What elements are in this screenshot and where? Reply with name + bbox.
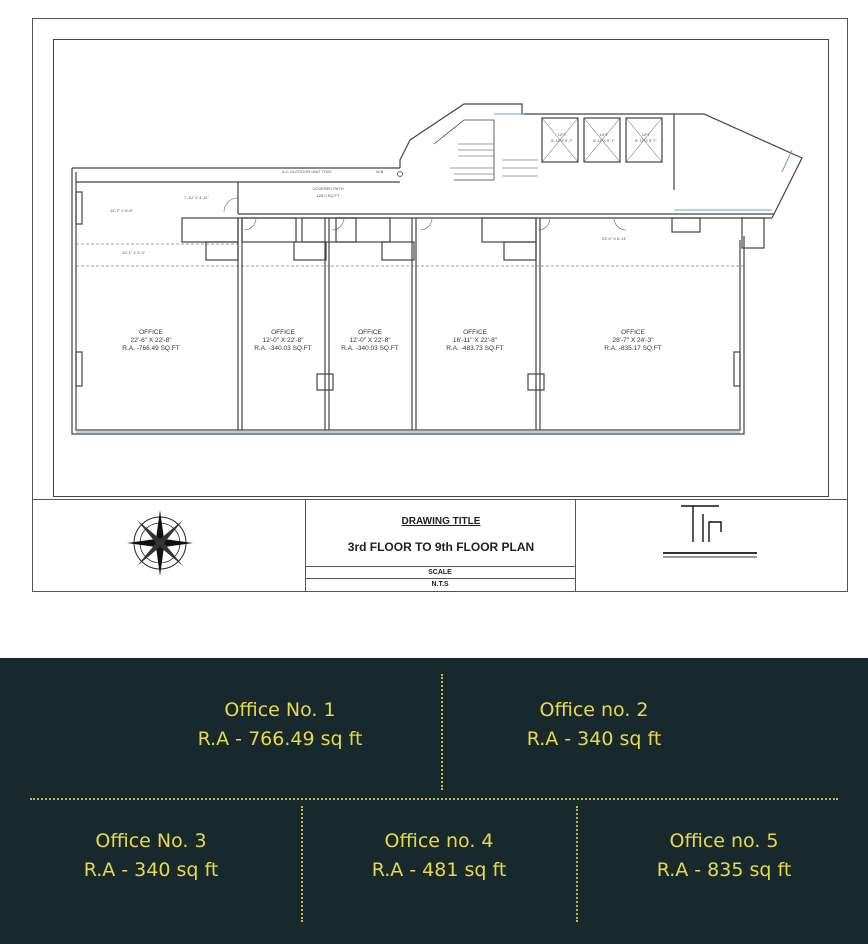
- corridor-label: COVERED PATH: [312, 186, 344, 191]
- office-4-summary: [302, 827, 576, 885]
- lift-1-label: LIFT: [557, 132, 567, 137]
- architect-logo: [673, 500, 753, 550]
- office-2-label: OFFICE 12'-0" X 22'-8" R.A. -340.03 SQ.FT: [254, 329, 312, 352]
- office-3-label: OFFICE 12'-0" X 22'-8" R.A. -340.03 SQ.FT: [341, 329, 399, 352]
- office-name: Office No. 3: [95, 830, 207, 852]
- office-area: R.A - 481 sq ft: [371, 859, 507, 881]
- scale-label: SCALE: [428, 569, 452, 576]
- top-room-dims: 14'-7" X 8'-8": [110, 208, 134, 213]
- office-1-label: OFFICE 22'-6" X 22'-8" R.A. -766.49 SQ.FT: [122, 329, 180, 352]
- drawing-title-label: DRAWING TITLE: [401, 516, 481, 527]
- left-strip-dims: 10'-1" X 3'-3": [122, 250, 146, 255]
- corner-room-dims: 7'-10" X 4'-11": [184, 195, 209, 200]
- lift-3-dims: 5'-11"X 5'-7": [635, 138, 657, 143]
- wb-label: W.B: [376, 169, 384, 174]
- drawing-sheet: [32, 18, 848, 592]
- lift-3-label: LIFT: [641, 132, 651, 137]
- office-name: Office No. 1: [224, 699, 336, 721]
- office-name: Office no. 5: [669, 830, 779, 852]
- office-1-summary: [120, 696, 440, 754]
- office-5-summary: [578, 827, 868, 885]
- compass-rose-icon: [123, 506, 197, 580]
- floor-plan: [53, 39, 829, 497]
- divider-horizontal: [30, 798, 838, 800]
- scale-divider: [305, 566, 575, 567]
- right-lobby-dims: 23'-0" X 8'-11": [602, 236, 627, 241]
- logo-rule: [663, 552, 757, 554]
- office-5-label: OFFICE 28'-7" X 24'-3" R.A. -835.17 SQ.FT: [604, 329, 662, 352]
- title-block-divider: [575, 500, 576, 592]
- floor-plan-drawing: [54, 40, 829, 497]
- corridor-area: 128.0 SQ.FT: [316, 193, 340, 198]
- office-area: R.A - 340 sq ft: [83, 859, 219, 881]
- title-block: [33, 499, 847, 592]
- lift-2-dims: 5'-11"X 5'-7": [593, 138, 615, 143]
- scale-row: [305, 566, 575, 592]
- lift-1-dims: 5'-11"X 5'-7": [551, 138, 573, 143]
- office-3-summary: [0, 827, 302, 885]
- logo-rule: [663, 556, 757, 558]
- office-area: R.A - 766.49 sq ft: [197, 728, 363, 750]
- scale-value: N.T.S: [431, 581, 449, 588]
- office-name: Office no. 4: [384, 830, 494, 852]
- office-name: Office no. 2: [539, 699, 649, 721]
- drawing-title: 3rd FLOOR TO 9th FLOOR PLAN: [347, 540, 535, 554]
- ac-tray-label: A.C.OUTDOOR UNIT TRAY: [282, 169, 333, 174]
- office-area: R.A - 340 sq ft: [526, 728, 662, 750]
- office-2-summary: [442, 696, 746, 754]
- office-area: R.A - 835 sq ft: [656, 859, 792, 881]
- lift-2-label: LIFT: [599, 132, 609, 137]
- scale-divider: [305, 578, 575, 579]
- office-summary-panel: [0, 658, 868, 944]
- office-4-label: OFFICE 16'-11" X 22'-8" R.A. -483.73 SQ.FT: [446, 329, 504, 352]
